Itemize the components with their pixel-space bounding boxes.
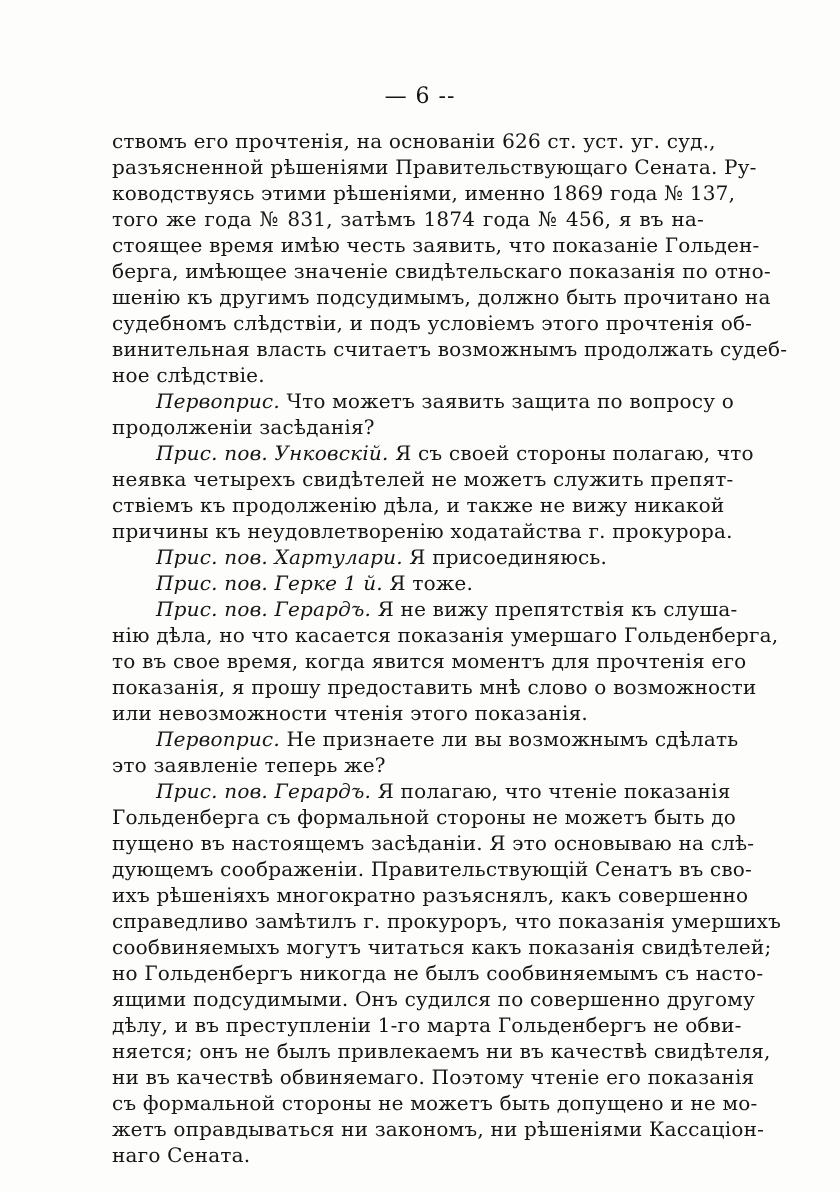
line-text: Я съ своей стороны полагаю, что bbox=[388, 441, 754, 465]
text-line bbox=[112, 466, 734, 492]
line-text: но Гольденбергъ никогда не былъ сообвиняемымъ съ насто- bbox=[112, 961, 764, 985]
text-line bbox=[112, 1116, 765, 1142]
line-text: Я полагаю, что чтеніе показанія bbox=[371, 779, 731, 803]
text-line bbox=[112, 570, 704, 596]
text-line bbox=[112, 596, 738, 622]
line-text: справедливо замѣтилъ г. прокуроръ, что показанія умершихъ bbox=[112, 909, 782, 933]
text-line bbox=[112, 1064, 755, 1090]
line-text: няется; онъ не былъ привлекаемъ ни въ качествѣ свидѣтеля, bbox=[112, 1039, 771, 1063]
text-line bbox=[112, 154, 757, 180]
text-line bbox=[112, 206, 704, 232]
line-text: показанія, я прошу предоставить мнѣ слово о возможности bbox=[112, 675, 757, 699]
text-line bbox=[112, 1012, 742, 1038]
line-text: Я не вижу препятствія къ слуша- bbox=[371, 597, 738, 621]
line-text: Я присоединяюсь. bbox=[402, 545, 608, 569]
text-line bbox=[112, 804, 736, 830]
text-line bbox=[112, 258, 771, 284]
text-line bbox=[112, 856, 752, 882]
line-text: судебномъ слѣдствіи, и подъ условіемъ этого прочтенія об- bbox=[112, 311, 753, 335]
text-line bbox=[112, 232, 760, 258]
line-text: или невозможности чтенія этого показанія. bbox=[112, 701, 588, 725]
text-line bbox=[112, 310, 753, 336]
line-text: то въ свое время, когда явится моментъ для прочтенія его bbox=[112, 649, 747, 673]
text-line bbox=[112, 908, 782, 934]
speaker-label: Прис. пов. Герардъ. bbox=[156, 779, 372, 803]
line-text: того же года № 831, затѣмъ 1874 года № 456, я въ на- bbox=[112, 207, 704, 231]
page-number: — 6 -- bbox=[384, 84, 456, 109]
line-text: ихъ рѣшеніяхъ многократно разъяснялъ, какъ совершенно bbox=[112, 883, 749, 907]
text-line bbox=[112, 726, 739, 752]
text-line bbox=[112, 414, 704, 440]
speaker-label: Первоприс. bbox=[156, 389, 280, 413]
text-line bbox=[112, 830, 755, 856]
text-line bbox=[112, 1038, 771, 1064]
line-text: стоящее время имѣю честь заявить, что показаніе Гольден- bbox=[112, 233, 760, 257]
text-line bbox=[112, 128, 716, 154]
body-text bbox=[112, 128, 788, 1168]
speaker-label: Прис. пов. Герардъ. bbox=[156, 597, 372, 621]
line-text: пущено въ настоящемъ засѣданіи. Я это основываю на слѣ- bbox=[112, 831, 755, 855]
text-line bbox=[112, 544, 704, 570]
line-text: винительная власть считаетъ возможнымъ продолжать судеб- bbox=[112, 337, 788, 361]
text-line bbox=[112, 440, 754, 466]
text-line bbox=[112, 336, 788, 362]
speaker-label: Прис. пов. Герке 1 й. bbox=[156, 571, 383, 595]
text-line bbox=[112, 284, 771, 310]
text-line bbox=[112, 960, 764, 986]
text-line bbox=[112, 1090, 758, 1116]
text-line bbox=[112, 934, 772, 960]
line-text: ящими подсудимыми. Онъ судился по совершенно другому bbox=[112, 987, 755, 1011]
line-text: ководствуясь этими рѣшеніями, именно 1869 года № 137, bbox=[112, 181, 736, 205]
line-text: Что можетъ заявить защита по вопросу о bbox=[279, 389, 734, 413]
line-text: разъясненной рѣшеніями Правительствующаго Сената. Ру- bbox=[112, 155, 757, 179]
text-line bbox=[112, 492, 725, 518]
text-line bbox=[112, 1142, 704, 1168]
speaker-label: Первоприс. bbox=[156, 727, 280, 751]
text-line bbox=[112, 700, 704, 726]
line-text: съ формальной стороны не можетъ быть допущено и не мо- bbox=[112, 1091, 758, 1115]
line-text: Не признаете ли вы возможнымъ сдѣлать bbox=[279, 727, 739, 751]
text-line bbox=[112, 882, 749, 908]
text-line bbox=[112, 986, 755, 1012]
text-line bbox=[112, 180, 736, 206]
text-line bbox=[112, 674, 757, 700]
line-text: Я тоже. bbox=[382, 571, 474, 595]
text-line bbox=[112, 648, 747, 674]
text-line bbox=[112, 778, 731, 804]
line-text: жетъ оправдываться ни закономъ, ни рѣшеніями Кассаціон- bbox=[112, 1117, 765, 1141]
line-text: это заявленіе теперь же? bbox=[112, 753, 386, 777]
line-text: Гольденберга съ формальной стороны не можетъ быть до bbox=[112, 805, 736, 829]
line-text: ное слѣдствіе. bbox=[112, 363, 265, 387]
text-line bbox=[112, 622, 779, 648]
line-text: ствомъ его прочтенія, на основаніи 626 ст. уст. уг. суд., bbox=[112, 129, 716, 153]
line-text: продолженіи засѣданія? bbox=[112, 415, 375, 439]
line-text: дующемъ соображеніи. Правительствующій Сенатъ въ сво- bbox=[112, 857, 752, 881]
line-text: дѣлу, и въ преступленіи 1-го марта Гольденбергъ не обви- bbox=[112, 1013, 742, 1037]
line-text: наго Сената. bbox=[112, 1143, 251, 1167]
speaker-label: Прис. пов. Унковскій. bbox=[156, 441, 389, 465]
line-text: ни въ качествѣ обвиняемаго. Поэтому чтеніе его показанія bbox=[112, 1065, 755, 1089]
line-text: нію дѣла, но что касается показанія умершаго Гольденберга, bbox=[112, 623, 779, 647]
text-line bbox=[112, 518, 733, 544]
speaker-label: Прис. пов. Хартулари. bbox=[156, 545, 403, 569]
line-text: причины къ неудовлетворенію ходатайства г. прокурора. bbox=[112, 519, 733, 543]
text-line bbox=[112, 362, 704, 388]
line-text: шенію къ другимъ подсудимымъ, должно быть прочитано на bbox=[112, 285, 771, 309]
line-text: сообвиняемыхъ могутъ читаться какъ показанія свидѣтелей; bbox=[112, 935, 772, 959]
line-text: ствіемъ къ продолженію дѣла, и также не вижу никакой bbox=[112, 493, 725, 517]
line-text: берга, имѣющее значеніе свидѣтельскаго показанія по отно- bbox=[112, 259, 771, 283]
line-text: неявка четырехъ свидѣтелей не можетъ служить препят- bbox=[112, 467, 734, 491]
text-line bbox=[112, 752, 704, 778]
text-line bbox=[112, 388, 734, 414]
